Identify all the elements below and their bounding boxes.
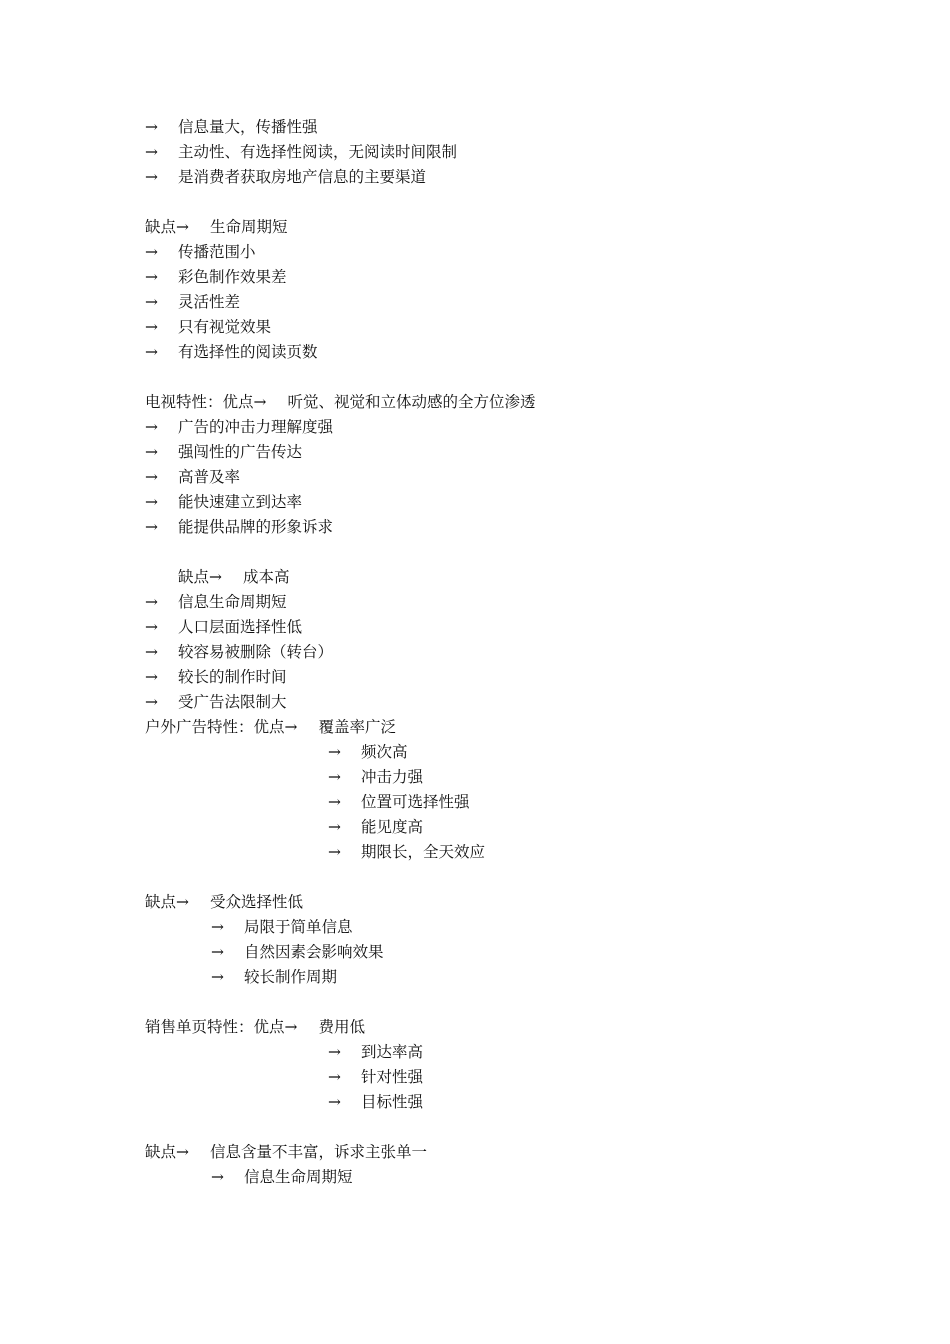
arrow-icon: → (145, 443, 158, 461)
arrow-icon: → (145, 118, 158, 136)
line-text: 到达率高 (361, 1043, 424, 1061)
line-text: 能提供品牌的形象诉求 (178, 518, 334, 536)
arrow-icon: → (145, 618, 158, 636)
line-text: 成本高 (243, 568, 290, 586)
line-text: 冲击力强 (361, 768, 424, 786)
line-text: 针对性强 (361, 1068, 424, 1086)
section-prefix: 电视特性：优点 (145, 393, 254, 411)
bullet-line (145, 415, 905, 440)
arrow-icon: → (328, 1043, 341, 1061)
line-text: 高普及率 (178, 468, 241, 486)
arrow-icon: → (145, 593, 158, 611)
arrow-icon: → (253, 393, 267, 411)
bullet-line (145, 815, 905, 840)
arrow-icon: → (328, 1093, 341, 1111)
line-text: 是消费者获取房地产信息的主要渠道 (178, 168, 427, 186)
bullet-line (145, 665, 905, 690)
bullet-line (145, 740, 905, 765)
bullet-line (145, 840, 905, 865)
bullet-line (145, 765, 905, 790)
arrow-icon: → (209, 568, 223, 586)
arrow-icon: → (211, 943, 224, 961)
line-text: 覆盖率广泛 (318, 718, 397, 736)
section-prefix: 缺点 (145, 893, 177, 911)
line-text: 听觉、视觉和立体动感的全方位渗透 (287, 393, 536, 411)
line-text: 受广告法限制大 (178, 693, 287, 711)
section-prefix: 缺点 (145, 1143, 177, 1161)
section-heading-line (145, 390, 905, 415)
arrow-icon: → (145, 468, 158, 486)
line-text: 期限长，全天效应 (361, 843, 486, 861)
section-heading-line (145, 565, 905, 590)
line-text: 灵活性差 (178, 293, 241, 311)
line-text: 较长制作周期 (244, 968, 338, 986)
line-text: 能快速建立到达率 (178, 493, 303, 511)
bullet-line (145, 590, 905, 615)
line-text: 费用低 (318, 1018, 366, 1036)
arrow-icon: → (211, 968, 224, 986)
line-text: 彩色制作效果差 (178, 268, 287, 286)
bullet-line (145, 465, 905, 490)
bullet-line (145, 940, 905, 965)
line-text: 信息量大，传播性强 (178, 118, 318, 136)
line-text: 只有视觉效果 (178, 318, 272, 336)
bullet-line (145, 115, 905, 140)
line-text: 信息含量不丰富，诉求主张单一 (210, 1143, 428, 1161)
line-text: 生命周期短 (210, 218, 288, 236)
line-text: 主动性、有选择性阅读，无阅读时间限制 (178, 143, 458, 161)
blank-line (145, 865, 905, 890)
line-text: 人口层面选择性低 (178, 618, 303, 636)
bullet-line (145, 1040, 905, 1065)
bullet-line (145, 915, 905, 940)
section-heading-line (145, 1140, 905, 1165)
line-text: 广告的冲击力理解度强 (178, 418, 334, 436)
line-text: 强闯性的广告传达 (178, 443, 303, 461)
bullet-line (145, 140, 905, 165)
arrow-icon: → (328, 843, 341, 861)
arrow-icon: → (328, 743, 341, 761)
arrow-icon: → (145, 518, 158, 536)
arrow-icon: → (145, 268, 158, 286)
arrow-icon: → (211, 1168, 224, 1186)
bullet-line (145, 240, 905, 265)
bullet-line (145, 1090, 905, 1115)
section-heading-line (145, 215, 905, 240)
line-text: 信息生命周期短 (178, 593, 287, 611)
line-text: 局限于简单信息 (244, 918, 353, 936)
arrow-icon: → (284, 718, 298, 736)
arrow-icon: → (145, 318, 158, 336)
bullet-line (145, 690, 905, 715)
bullet-line (145, 965, 905, 990)
arrow-icon: → (145, 243, 158, 261)
line-text: 较长的制作时间 (178, 668, 287, 686)
section-heading-line (145, 1015, 905, 1040)
blank-line (145, 1115, 905, 1140)
arrow-icon: → (145, 168, 158, 186)
arrow-icon: → (328, 1068, 341, 1086)
arrow-icon: → (328, 793, 341, 811)
bullet-line (145, 265, 905, 290)
bullet-line (145, 615, 905, 640)
line-text: 传播范围小 (178, 243, 256, 261)
arrow-icon: → (145, 668, 158, 686)
section-prefix: 缺点 (145, 218, 177, 236)
bullet-line (145, 440, 905, 465)
arrow-icon: → (145, 493, 158, 511)
arrow-icon: → (211, 918, 224, 936)
blank-line (145, 990, 905, 1015)
section-prefix: 缺点 (178, 568, 210, 586)
bullet-line (145, 290, 905, 315)
line-text: 目标性强 (361, 1093, 424, 1111)
arrow-icon: → (145, 343, 158, 361)
blank-line (145, 540, 905, 565)
arrow-icon: → (328, 818, 341, 836)
arrow-icon: → (145, 693, 158, 711)
arrow-icon: → (145, 643, 158, 661)
arrow-icon: → (145, 418, 158, 436)
arrow-icon: → (328, 768, 341, 786)
line-text: 位置可选择性强 (361, 793, 470, 811)
bullet-line (145, 790, 905, 815)
arrow-icon: → (284, 1018, 298, 1036)
section-prefix: 户外广告特性：优点 (145, 718, 285, 736)
bullet-line (145, 640, 905, 665)
bullet-line (145, 340, 905, 365)
section-heading-line (145, 890, 905, 915)
line-text: 较容易被删除（转台） (178, 643, 334, 661)
arrow-icon: → (176, 893, 190, 911)
bullet-line (145, 515, 905, 540)
line-text: 能见度高 (361, 818, 424, 836)
bullet-line (145, 1065, 905, 1090)
arrow-icon: → (176, 218, 190, 236)
bullet-line (145, 1165, 905, 1190)
bullet-line (145, 490, 905, 515)
blank-line (145, 365, 905, 390)
section-prefix: 销售单页特性：优点 (145, 1018, 285, 1036)
arrow-icon: → (145, 143, 158, 161)
blank-line (145, 190, 905, 215)
bullet-line (145, 315, 905, 340)
bullet-line (145, 165, 905, 190)
document-body (145, 115, 905, 1190)
arrow-icon: → (176, 1143, 190, 1161)
line-text: 有选择性的阅读页数 (178, 343, 318, 361)
section-heading-line (145, 715, 905, 740)
line-text: 信息生命周期短 (244, 1168, 353, 1186)
line-text: 频次高 (361, 743, 408, 761)
line-text: 受众选择性低 (210, 893, 304, 911)
arrow-icon: → (145, 293, 158, 311)
line-text: 自然因素会影响效果 (244, 943, 384, 961)
